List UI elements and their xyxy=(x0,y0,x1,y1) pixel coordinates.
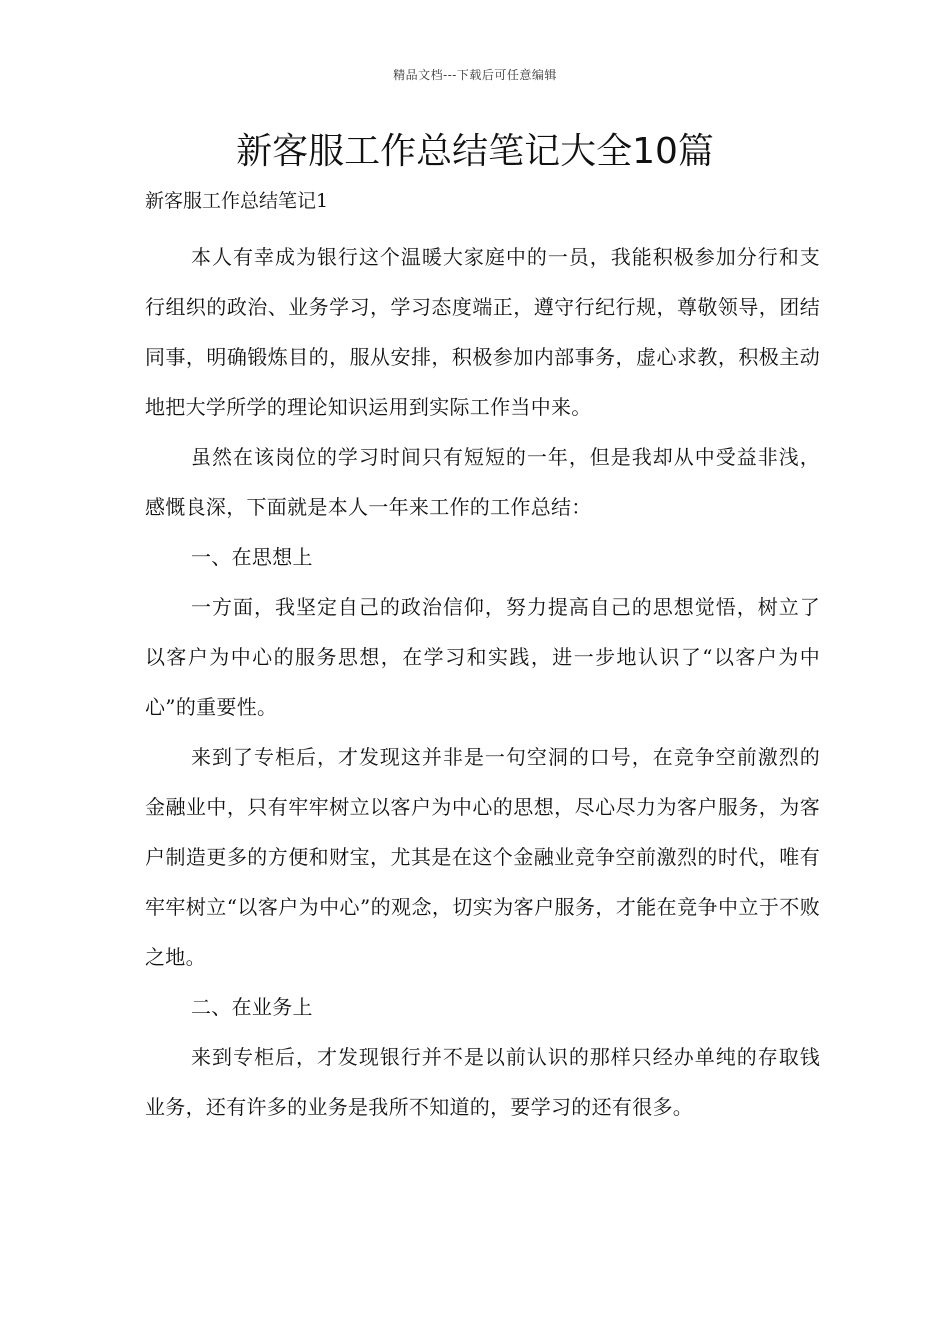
paragraph-business: 来到专柜后，才发现银行并不是以前认识的那样只经办单纯的存取钱业务，还有许多的业务是我所不知道的，要学习的还有很多。 xyxy=(145,1045,820,1119)
paragraph-customer-focus: 来到了专柜后，才发现这并非是一句空洞的口号，在竞争空前激烈的金融业中，只有牢牢树立以客户为中心的思想，尽心尽力为客户服务，为客户制造更多的方便和财宝，尤其是在这个金融业竞争空前激烈的时代，唯有牢牢树立“以客户为中心”的观念，切实为客户服务，才能在竞争中立于不败之地。 xyxy=(145,745,820,969)
paragraph-summary-lead: 虽然在该岗位的学习时间只有短短的一年，但是我却从中受益非浅，感慨良深，下面就是本人一年来工作的工作总结： xyxy=(145,445,820,519)
section-title: 新客服工作总结笔记1 xyxy=(145,190,329,212)
body-text xyxy=(145,232,820,1132)
document-title: 新客服工作总结笔记大全10篇 xyxy=(236,131,714,172)
header-note: 精品文档---下载后可任意编辑 xyxy=(393,68,557,82)
paragraph-thinking: 一方面，我坚定自己的政治信仰，努力提高自己的思想觉悟，树立了以客户为中心的服务思想，在学习和实践，进一步地认识了“以客户为中心”的重要性。 xyxy=(145,595,820,719)
subheading-thinking: 一、在思想上 xyxy=(191,545,313,569)
paragraph-intro: 本人有幸成为银行这个温暖大家庭中的一员，我能积极参加分行和支行组织的政治、业务学习，学习态度端正，遵守行纪行规，尊敬领导，团结同事，明确锻炼目的，服从安排，积极参加内部事务，虚心求教，积极主动地把大学所学的理论知识运用到实际工作当中来。 xyxy=(145,245,820,419)
subheading-business: 二、在业务上 xyxy=(191,995,313,1019)
